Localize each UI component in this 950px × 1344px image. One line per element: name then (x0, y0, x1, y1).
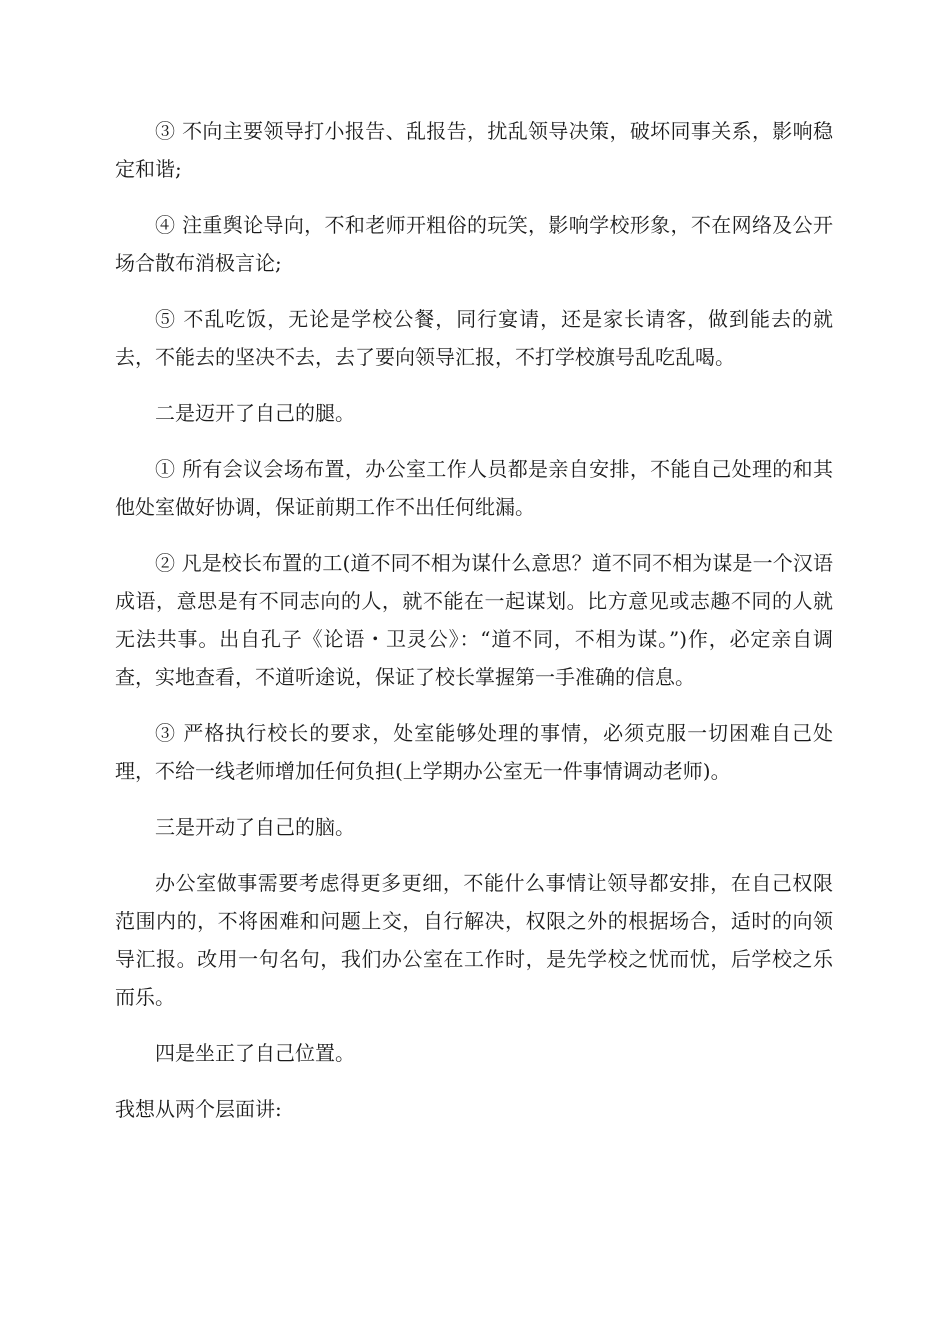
paragraph-brain: 办公室做事需要考虑得更多更细，不能什么事情让领导都安排，在自己权限范围内的，不将困难和问题上交，自行解决，权限之外的根据场合，适时的向领导汇报。改用一句名句，我们办公室在工作时，是先学校之忧而忧，后学校之乐而乐。 (115, 871, 833, 1009)
paragraph-item-5: ⑤ 不乱吃饭，无论是学校公餐，同行宴请，还是家长请客，做到能去的就去，不能去的坚决不去，去了要向领导汇报，不打学校旗号乱吃乱喝。 (115, 307, 833, 369)
section-heading-position: 四是坐正了自己位置。 (155, 1041, 355, 1065)
paragraph-two-levels: 我想从两个层面讲: (115, 1097, 282, 1121)
paragraph-legs-2: ② 凡是校长布置的工(道不同不相为谋什么意思？道不同不相为谋是一个汉语成语，意思是有不同志向的人，就不能在一起谋划。比方意见或志趣不同的人就无法共事。出自孔子《论语・卫灵公》：“道不同，不相为谋。”)作，必定亲自调查，实地查看，不道听途说，保证了校长掌握第一手准确的信息。 (115, 551, 833, 689)
paragraph-legs-1: ① 所有会议会场布置，办公室工作人员都是亲自安排，不能自己处理的和其他处室做好协调，保证前期工作不出任何纰漏。 (115, 457, 833, 519)
section-heading-legs: 二是迈开了自己的腿。 (155, 401, 355, 425)
document-body (115, 112, 833, 1146)
paragraph-legs-3: ③ 严格执行校长的要求，处室能够处理的事情，必须克服一切困难自己处理，不给一线老师增加任何负担(上学期办公室无一件事情调动老师)。 (115, 721, 833, 783)
paragraph-item-3: ③ 不向主要领导打小报告、乱报告，扰乱领导决策，破坏同事关系，影响稳定和谐; (115, 119, 833, 181)
section-heading-brain: 三是开动了自己的脑。 (155, 815, 355, 839)
paragraph-item-4: ④ 注重舆论导向，不和老师开粗俗的玩笑，影响学校形象，不在网络及公开场合散布消极言论; (115, 213, 833, 275)
